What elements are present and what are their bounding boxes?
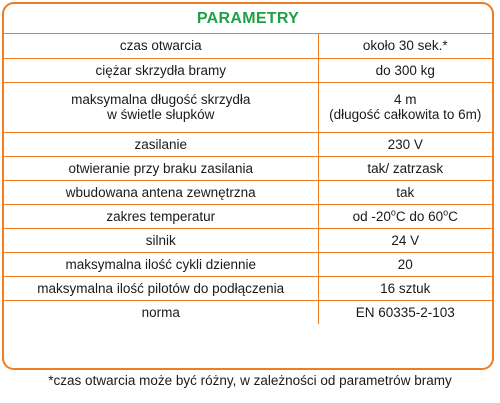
param-value bbox=[318, 204, 492, 228]
param-value: tak/ zatrzask bbox=[318, 156, 492, 180]
parameters-table bbox=[4, 34, 492, 324]
temp-text: od -20 bbox=[352, 208, 391, 224]
degree-sup: o bbox=[443, 207, 449, 217]
degree-sup: o bbox=[390, 207, 396, 217]
param-value: 16 sztuk bbox=[318, 276, 492, 300]
table-row bbox=[4, 180, 492, 204]
param-label-line: maksymalna długość skrzydła bbox=[71, 92, 251, 107]
param-value: około 30 sek.* bbox=[318, 34, 492, 58]
param-label-line: w świetle słupków bbox=[107, 107, 215, 122]
param-value: 24 V bbox=[318, 228, 492, 252]
param-label: maksymalna ilość cykli dziennie bbox=[4, 252, 318, 276]
param-value-line: 4 m bbox=[393, 92, 417, 107]
param-value-line: (długość całkowita to 6m) bbox=[329, 107, 482, 122]
table-row bbox=[4, 276, 492, 300]
table-row bbox=[4, 300, 492, 324]
table-row bbox=[4, 58, 492, 82]
param-label: silnik bbox=[4, 228, 318, 252]
table-row bbox=[4, 82, 492, 132]
temp-text: C bbox=[448, 208, 458, 224]
footnote: *czas otwarcia może być różny, w zależności od parametrów bramy bbox=[48, 373, 452, 388]
panel-title: PARAMETRY bbox=[4, 4, 492, 34]
param-value: 20 bbox=[318, 252, 492, 276]
param-label bbox=[4, 82, 318, 132]
param-label: zakres temperatur bbox=[4, 204, 318, 228]
table-row bbox=[4, 252, 492, 276]
table-row bbox=[4, 228, 492, 252]
param-value: tak bbox=[318, 180, 492, 204]
table-row bbox=[4, 204, 492, 228]
table-row bbox=[4, 132, 492, 156]
param-value bbox=[318, 82, 492, 132]
table-row bbox=[4, 156, 492, 180]
param-label: norma bbox=[4, 300, 318, 324]
parameters-panel bbox=[2, 2, 494, 370]
param-label: ciężar skrzydła bramy bbox=[4, 58, 318, 82]
param-label: maksymalna ilość pilotów do podłączenia bbox=[4, 276, 318, 300]
param-label: czas otwarcia bbox=[4, 34, 318, 58]
table-row bbox=[4, 34, 492, 58]
param-label: otwieranie przy braku zasilania bbox=[4, 156, 318, 180]
param-value: do 300 kg bbox=[318, 58, 492, 82]
temp-text: C do 60 bbox=[395, 208, 444, 224]
param-value: EN 60335-2-103 bbox=[355, 304, 455, 320]
param-label: wbudowana antena zewnętrzna bbox=[4, 180, 318, 204]
param-label: zasilanie bbox=[4, 132, 318, 156]
param-value: 230 V bbox=[318, 132, 492, 156]
